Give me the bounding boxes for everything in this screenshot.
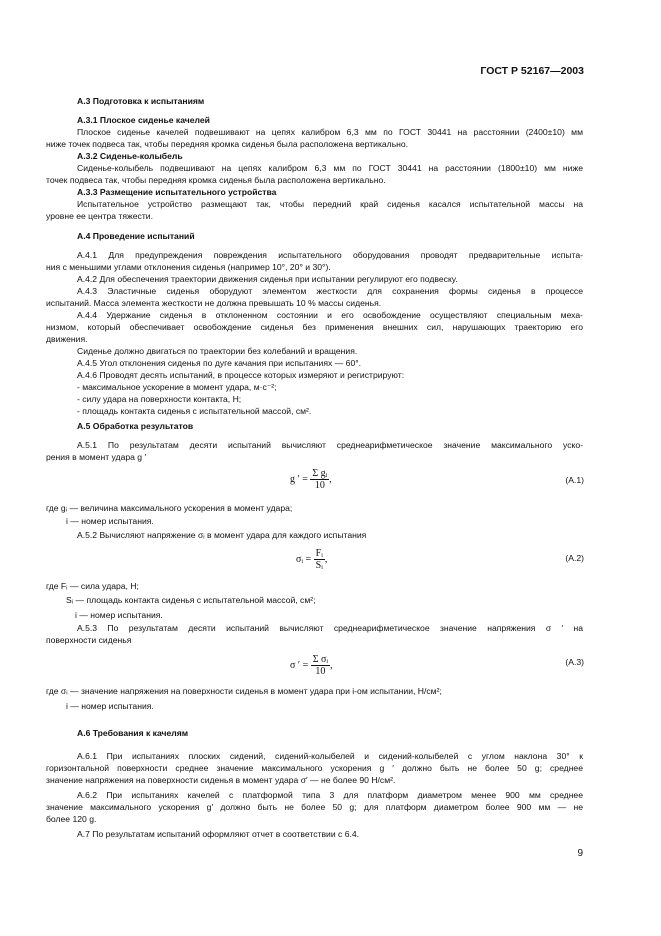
equation-tail: , (330, 659, 333, 671)
paragraph-line: ния с меньшими углами отклонения сиденья (например 10°, 20° и 30°). (46, 262, 331, 272)
paragraph-line: испытаний. Масса элемента жесткости не должна превышать 10 % массы сиденья. (46, 298, 382, 308)
equation-lhs: σ ′ = (290, 659, 309, 671)
paragraph-line: низмом, который обеспечивает освобождение сиденья без применения внешних сил, нарушающих траекторию его (46, 322, 583, 332)
page-number: 9 (577, 848, 583, 859)
fraction (310, 468, 329, 491)
paragraph-line: более 120 g. (46, 814, 97, 824)
paragraph-line: А.6.2 При испытаниях качелей с платформой типа 3 для платформ диаметром менее 900 мм среднее (77, 790, 583, 800)
equation-number: (А.2) (565, 553, 584, 563)
paragraph-line: А.4.2 Для обеспечения траектории движения сиденья при испытании регулируют его подвеску. (77, 274, 458, 284)
paragraph-line: А.4.5 Угол отклонения сиденья по дуге качания при испытаниях — 60°. (77, 358, 362, 368)
denominator: 10 (315, 666, 326, 677)
fraction (311, 654, 330, 677)
equation-tail: , (324, 553, 328, 565)
numerator: Fᵢ (315, 548, 323, 559)
list-item: - силу удара на поверхности контакта, Н; (77, 394, 242, 404)
paragraph-line: i — номер испытания. (66, 516, 154, 526)
paragraph-line: i — номер испытания. (75, 610, 163, 620)
section-heading: А.5 Обработка результатов (77, 421, 194, 431)
list-item: - площадь контакта сиденья с испытательной массой, см². (77, 406, 312, 416)
standard-designation: ГОСТ Р 52167—2003 (480, 65, 584, 77)
paragraph-line: ниже точек подвеса так, чтобы передняя кромка сиденья была расположена вертикально. (46, 139, 409, 149)
denominator: 10 (314, 480, 325, 491)
equation-tail: , (329, 473, 332, 485)
paragraph-line: А.4.6 Проводят десять испытаний, в процессе которых измеряют и регистрируют: (77, 370, 405, 380)
equation-number: (А.3) (565, 657, 584, 667)
list-item: - максимальное ускорение в момент удара, м·с⁻²; (77, 382, 277, 392)
paragraph-line: где Fᵢ — сила удара, Н; (46, 581, 139, 591)
paragraph-line: уровне ее центра тяжести. (46, 211, 153, 221)
paragraph-line: Сиденье-колыбель подвешивают на цепях калибром 6,3 мм по ГОСТ 30441 на расстоянии (1800±10) мм ниже (77, 163, 583, 173)
subsection-heading: А.3.3 Размещение испытательного устройства (77, 187, 277, 197)
equation-lhs: σᵢ = (296, 553, 312, 565)
paragraph-line: значение максимального ускорения g′ должно быть не более 50 g; для платформ диаметром более 900 мм — не (46, 802, 583, 812)
numerator: Σ σᵢ (312, 654, 329, 665)
section-heading: А.4 Проведение испытаний (77, 231, 195, 241)
paragraph-line: Sᵢ — площадь контакта сиденья с испытательной массой, см²; (66, 595, 316, 605)
paragraph-line: А.4.1 Для предупреждения повреждения испытательного оборудования проводят предварительные испыта- (77, 250, 583, 260)
denominator: Sᵢ (315, 560, 323, 571)
subsection-heading: А.3.1 Плоское сиденье качелей (77, 115, 210, 125)
equation-number: (А.1) (565, 475, 584, 485)
paragraph-line: поверхности сиденья (46, 635, 132, 645)
equation-lhs: g ′ = (290, 473, 308, 485)
paragraph-line: А.4.3 Эластичные сиденья оборудуют элементом жесткости для сохранения формы сиденья в процессе (77, 286, 583, 296)
paragraph-line: А.5.3 По результатам десяти испытаний вычисляют среднеарифметическое значение напряжения σ ′ на (77, 623, 583, 633)
paragraph-line: i — номер испытания. (66, 701, 154, 711)
paragraph-line: Сиденье должно двигаться по траектории без колебаний и вращения. (77, 346, 358, 356)
paragraph-line: А.4.4 Удержание сиденья в отклоненном состоянии и его освобождение осуществляют специальным меха- (77, 310, 583, 320)
fraction (314, 548, 325, 571)
equation-a3 (290, 654, 333, 677)
paragraph-line: А.6.1 При испытаниях плоских сидений, сидений-колыбелей и сидений-колыбелей с углом наклона 30° к (77, 751, 583, 761)
paragraph-line: горизонтальной поверхности среднее значение максимального ускорения g ′ должно быть не более 50 g; среднее (46, 763, 583, 773)
paragraph-line: А.7 По результатам испытаний оформляют отчет в соответствии с 6.4. (77, 829, 360, 839)
equation-a2 (296, 548, 327, 571)
paragraph-line: где gᵢ — величина максимального ускорения в момент удара; (46, 503, 293, 513)
paragraph-line: Испытательное устройство размещают так, чтобы передний край сиденья касался испытательной массы на (77, 199, 583, 209)
numerator: Σ gᵢ (312, 468, 328, 479)
section-heading: А.6 Требования к качелям (77, 728, 189, 738)
paragraph-line: значение напряжения на поверхности сиденья в момент удара σ′ — не более 90 Н/см². (46, 775, 396, 785)
paragraph-line: А.5.2 Вычисляют напряжение σᵢ в момент удара для каждого испытания (77, 530, 367, 540)
paragraph-line: А.5.1 По результатам десяти испытаний вычисляют среднеарифметическое значение максимального уско- (77, 440, 583, 450)
paragraph-line: где σᵢ — значение напряжения на поверхности сиденья в момент удара при i-ом испытании, Н/см²; (46, 686, 442, 696)
paragraph-line: движения. (46, 334, 88, 344)
section-heading: А.3 Подготовка к испытаниям (77, 96, 205, 106)
subsection-heading: А.3.2 Сиденье-колыбель (77, 151, 183, 161)
paragraph-line: рения в момент удара g ′ (46, 452, 147, 462)
paragraph-line: точек подвеса так, чтобы передняя кромка сиденья была расположена вертикально. (46, 175, 386, 185)
paragraph-line: Плоское сиденье качелей подвешивают на цепях калибром 6,3 мм по ГОСТ 30441 на расстоянии (2400±10) мм (77, 127, 583, 137)
equation-a1 (290, 468, 332, 491)
